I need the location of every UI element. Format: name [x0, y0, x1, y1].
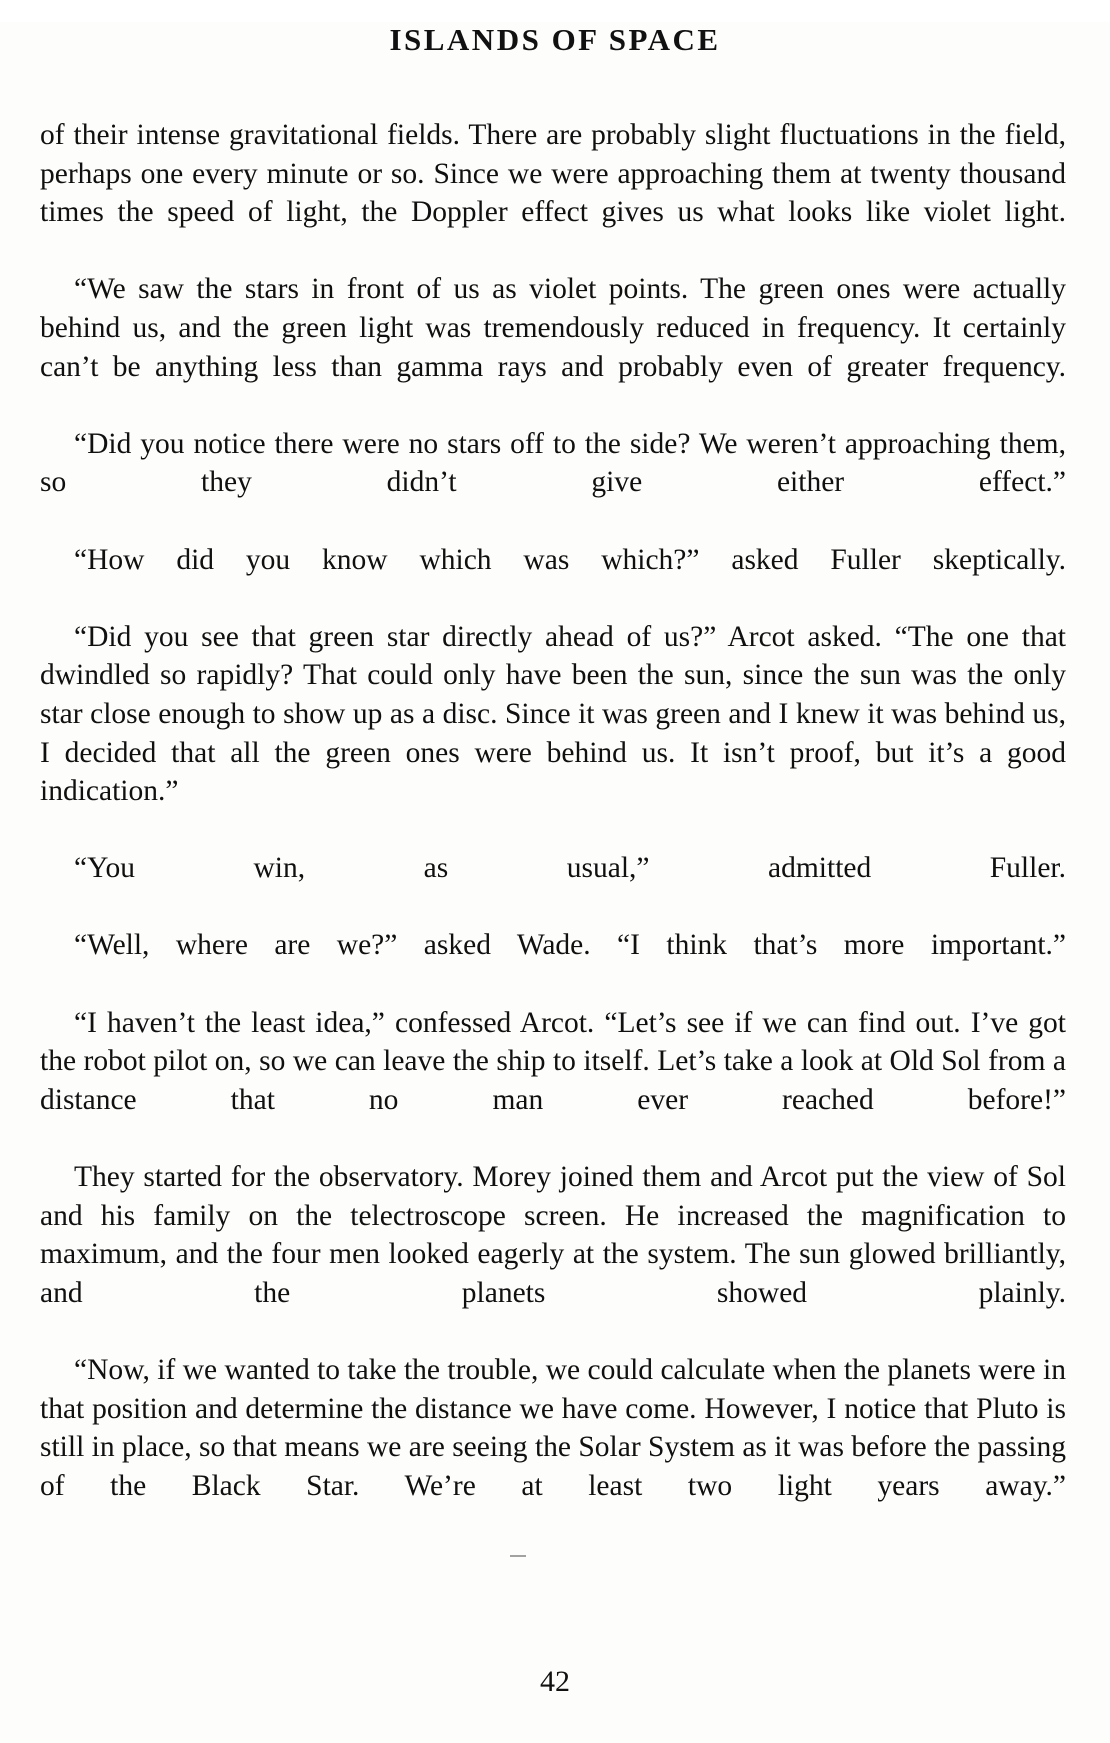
paragraph: “Did you see that green star directly ahead of us?” Arcot asked. “The one that dwindled so rapidly? That could only have been the sun, since the sun was the only star close enough to show up as a disc. Since it was green and I knew it was behind us, I decided that all the green ones were behind us. It isn’t proof, but it’s a good indication.” [40, 620, 1066, 808]
paragraph: “You win, as usual,” admitted Fuller. [74, 852, 1066, 885]
book-page [0, 22, 1110, 1743]
paragraph: “Well, where are we?” asked Wade. “I think that’s more important.” [74, 929, 1066, 962]
paragraph: “Did you notice there were no stars off to the side? We weren’t approaching them, so they didn’t give either effect.” [40, 427, 1066, 499]
paragraph: “Now, if we wanted to take the trouble, we could calculate when the planets were in that position and determine the distance we have come. However, I notice that Pluto is still in place, so that means we are seeing the Solar System as it was before the passing of the Black Star. We’re at least two light years away.” [40, 1354, 1066, 1502]
page-number: 42 [540, 1665, 570, 1698]
paragraph: “I haven’t the least idea,” confessed Arcot. “Let’s see if we can find out. I’ve got the robot pilot on, so we can leave the ship to itself. Let’s take a look at Old Sol from a distance that no man ever reached before!” [40, 1006, 1066, 1116]
paragraph: “We saw the stars in front of us as violet points. The green ones were actually behind us, and the green light was tremendously reduced in frequency. It certainly can’t be anything less than gamma rays and probably even of greater frequency. [40, 273, 1066, 383]
paragraph: They started for the observatory. Morey joined them and Arcot put the view of Sol and his family on the telectroscope screen. He increased the magnification to maximum, and the four men looked eagerly at the system. The sun glowed brilliantly, and the planets showed plainly. [40, 1161, 1066, 1309]
running-head: ISLANDS OF SPACE [389, 22, 721, 57]
body-text [0, 116, 1110, 1544]
paragraph: “How did you know which was which?” asked Fuller skeptically. [74, 543, 1066, 576]
scan-artifact-mark [510, 1555, 526, 1557]
paragraph: of their intense gravitational fields. There are probably slight fluctuations in the field, perhaps one every minute or so. Since we were approaching them at twenty thousand times the speed of light, the Doppler effect gives us what looks like violet light. [40, 119, 1066, 229]
